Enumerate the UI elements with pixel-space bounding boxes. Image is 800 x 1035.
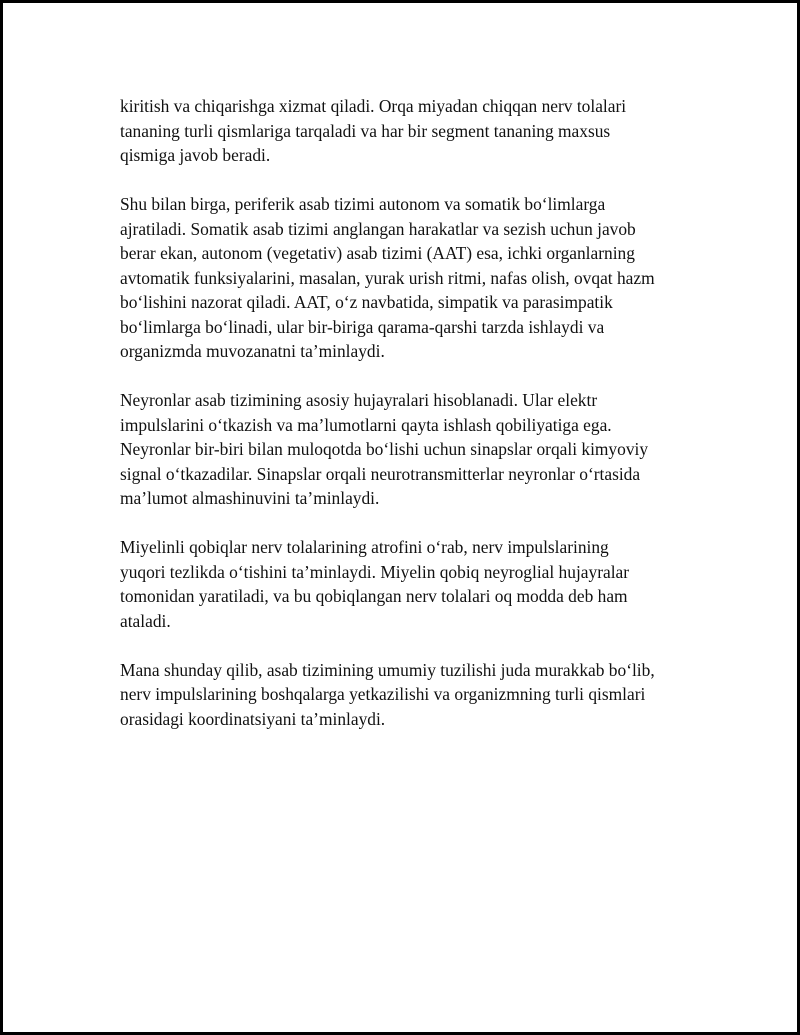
paragraph-2: Shu bilan birga, periferik asab tizimi autonom va somatik bo‘limlarga ajratiladi. Somatik asab tizimi anglangan harakatlar va sezish uchun javob berar ekan, autonom (vegetativ) asab tizimi (AAT) esa, ichki organlarning avtomatik funksiyalarini, masalan, yurak urish ritmi, nafas olish, ovqat hazm bo‘lishini nazorat qiladi. AAT, o‘z navbatida, simpatik va parasimpatik bo‘limlarga bo‘linadi, ular bir-biriga qarama-qarshi tarzda ishlaydi va organizmda muvozanatni ta’minlaydi.	[120, 194, 655, 361]
document-body	[120, 94, 710, 756]
paragraph-3: Neyronlar asab tizimining asosiy hujayralari hisoblanadi. Ular elektr impulslarini o‘tkazish va ma’lumotlarni qayta ishlash qobiliyatiga ega. Neyronlar bir-biri bilan muloqotda bo‘lishi uchun sinapslar orqali kimyoviy signal o‘tkazadilar. Sinapslar orqali neurotransmitterlar neyronlar o‘rtasida ma’lumot almashinuvini ta’minlaydi.	[120, 390, 649, 508]
paragraph-5: Mana shunday qilib, asab tizimining umumiy tuzilishi juda murakkab bo‘lib, nerv impulslarining boshqalarga yetkazilishi va organizmning turli qismlari orasidagi koordinatsiyani ta’minlaydi.	[120, 659, 655, 729]
paragraph-4: Miyelinli qobiqlar nerv tolalarining atrofini o‘rab, nerv impulslarining yuqori tezlikda o‘tishini ta’minlaydi. Miyelin qobiq neyroglial hujayralar tomonidan yaratiladi, va bu qobiqlangan nerv tolalari oq modda deb ham ataladi.	[120, 537, 630, 631]
paragraph-1: kiritish va chiqarishga xizmat qiladi. Orqa miyadan chiqqan nerv tolalari tananing turli qismlariga tarqaladi va har bir segment tananing maxsus qismiga javob beradi.	[120, 96, 627, 165]
